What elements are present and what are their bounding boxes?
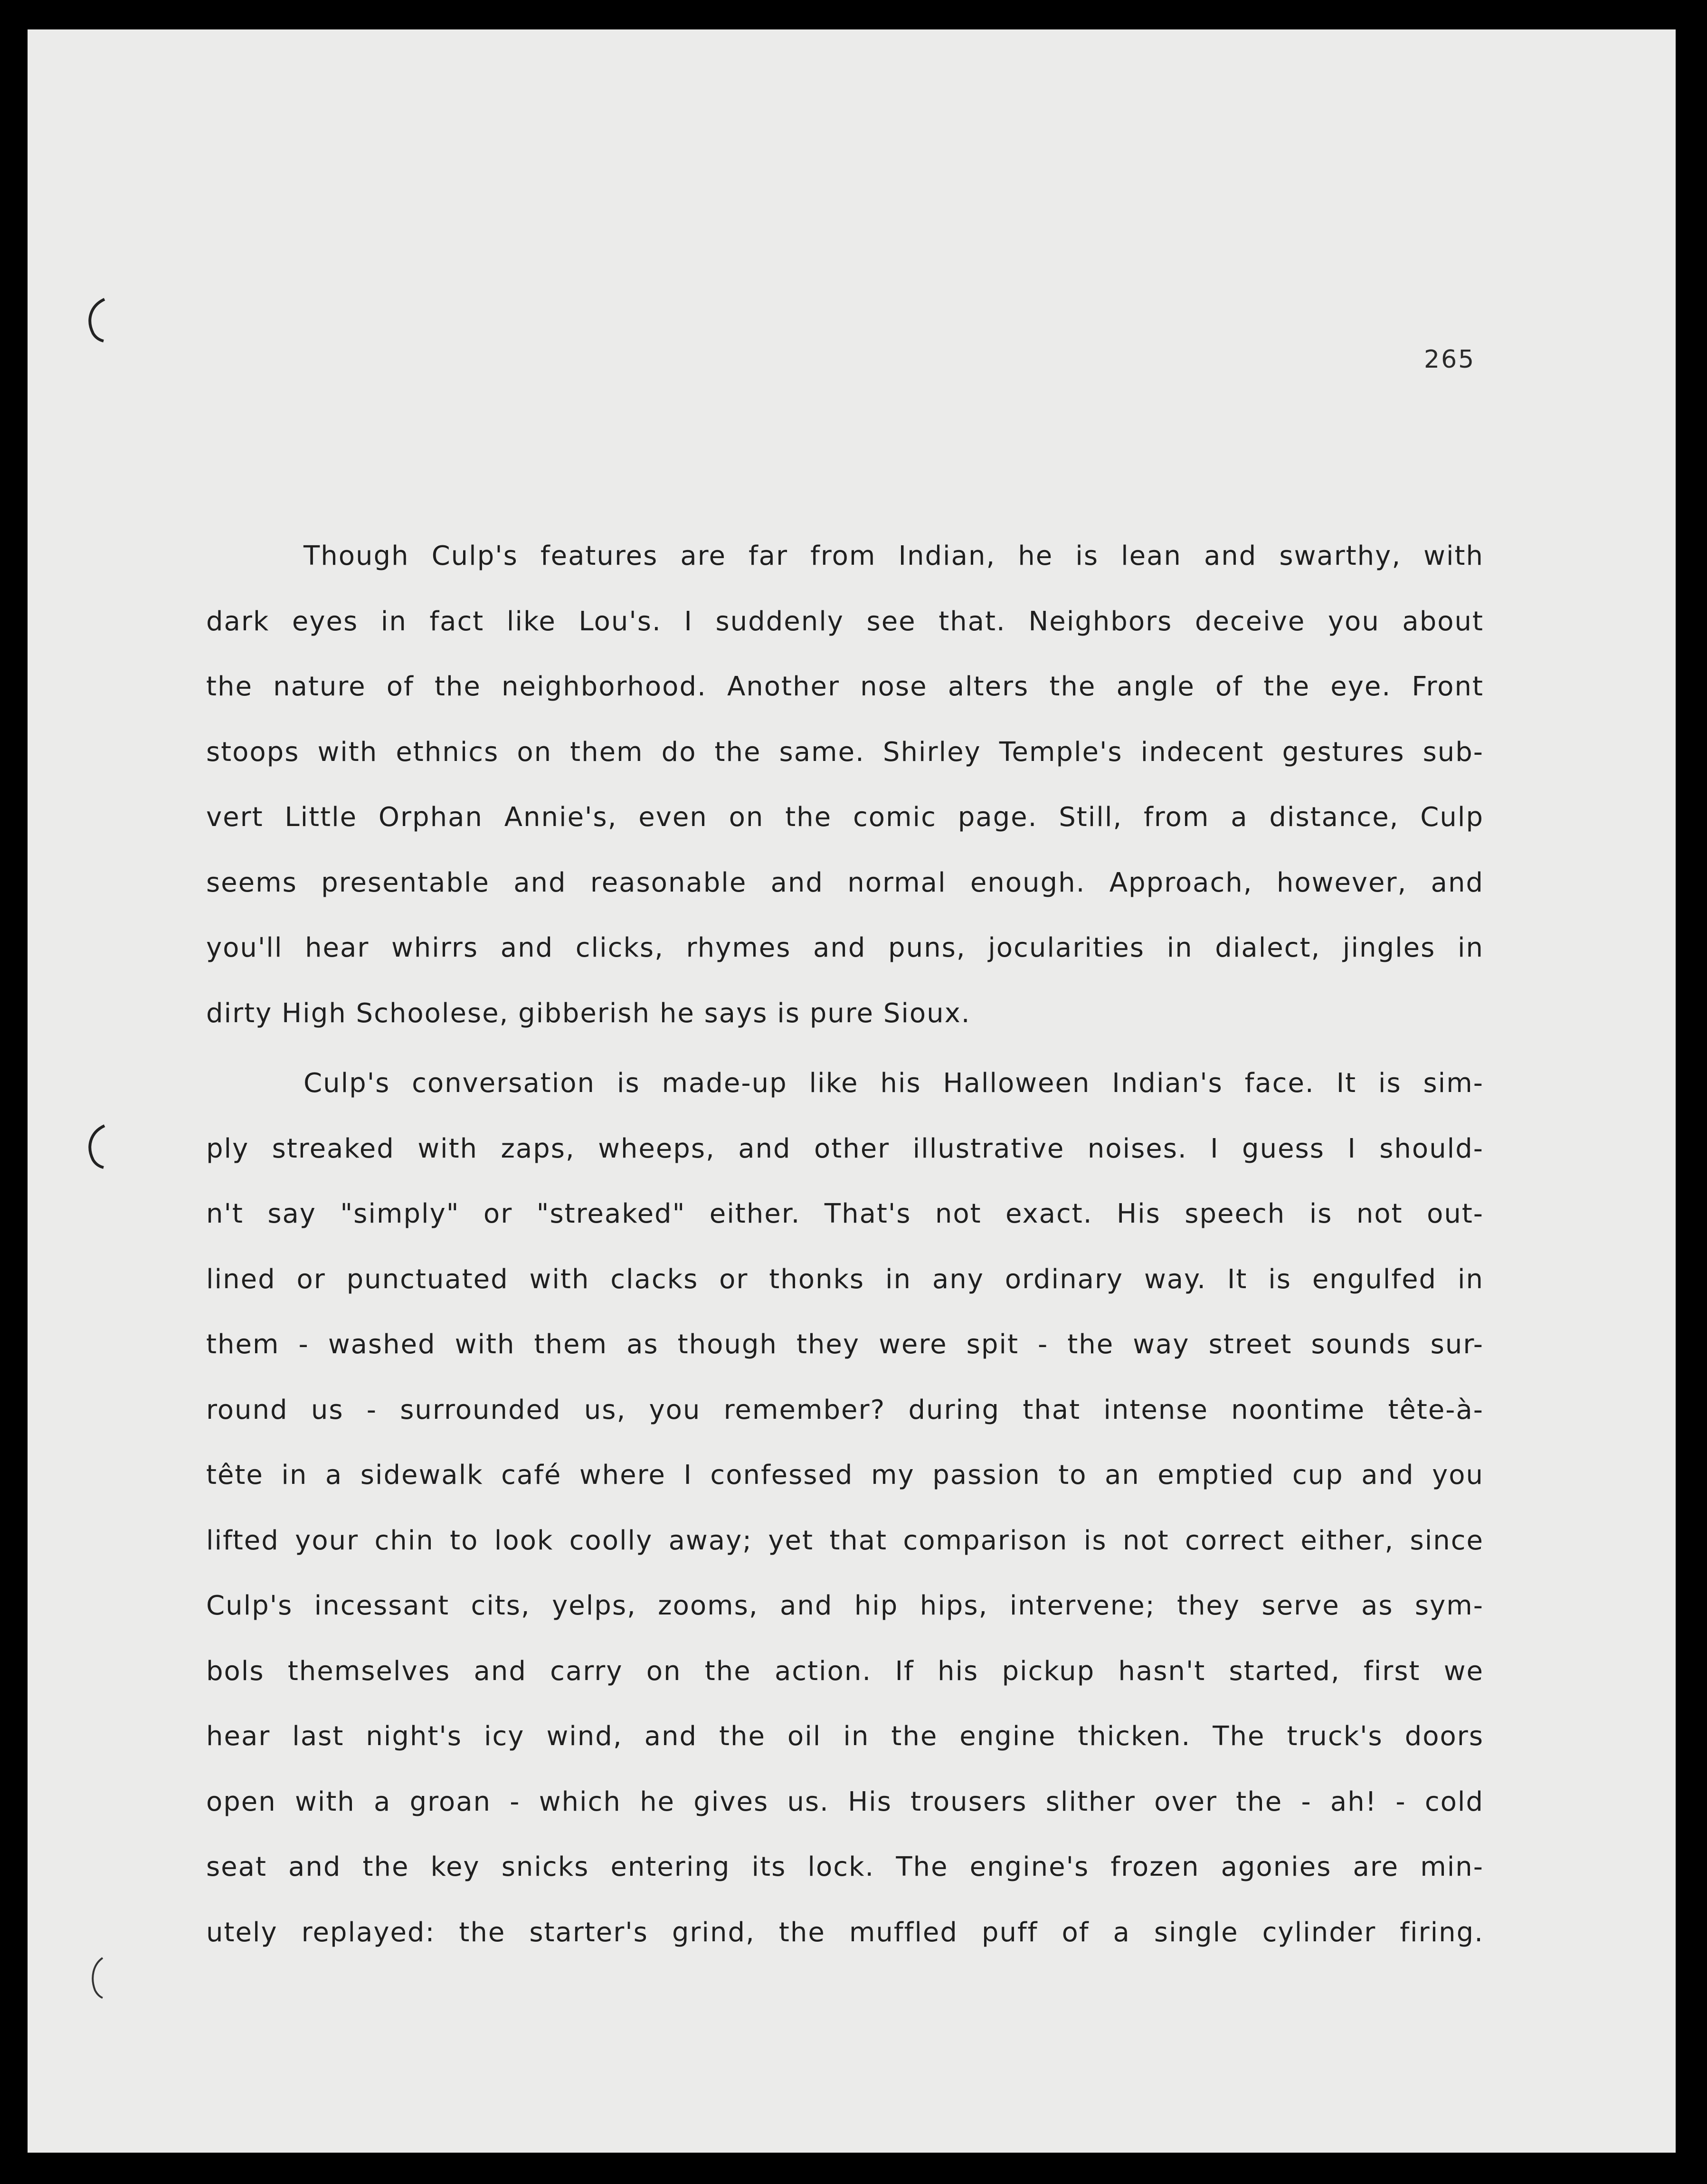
text-line: you'll hear whirrs and clicks, rhymes and puns, jocularities in dialect, jingles in bbox=[206, 932, 1484, 963]
binder-hole-mark-icon bbox=[84, 1953, 109, 2001]
document-page bbox=[28, 29, 1676, 2153]
text-line: lined or punctuated with clacks or thonks in any ordinary way. It is engulfed in bbox=[206, 1263, 1484, 1295]
text-line: hear last night's icy wind, and the oil in the engine thicken. The truck's doors bbox=[206, 1721, 1484, 1752]
text-line: seat and the key snicks entering its lock. The engine's frozen agonies are min- bbox=[206, 1852, 1484, 1882]
paragraph-1 bbox=[206, 523, 1484, 1046]
text-line: ply streaked with zaps, wheeps, and other illustrative noises. I guess I should- bbox=[206, 1133, 1484, 1164]
text-line: tête in a sidewalk café where I confessed my passion to an emptied cup and you bbox=[206, 1460, 1484, 1491]
text-line: stoops with ethnics on them do the same. Shirley Temple's indecent gestures sub- bbox=[206, 736, 1484, 768]
binder-hole-mark-icon bbox=[84, 1122, 109, 1169]
text-line: dirty High Schoolese, gibberish he says is pure Sioux. bbox=[206, 997, 971, 1029]
text-line: n't say "simply" or "streaked" either. That's not exact. His speech is not out- bbox=[206, 1198, 1484, 1229]
text-line: Culp's conversation is made-up like his Halloween Indian's face. It is sim- bbox=[303, 1068, 1484, 1099]
text-line: Though Culp's features are far from Indian, he is lean and swarthy, with bbox=[303, 541, 1484, 571]
binder-hole-mark-icon bbox=[84, 295, 109, 343]
page-number: 265 bbox=[1424, 345, 1476, 374]
text-line: the nature of the neighborhood. Another nose alters the angle of the eye. Front bbox=[206, 671, 1484, 702]
text-line: them - washed with them as though they were spit - the way street sounds sur- bbox=[206, 1329, 1484, 1360]
text-line: vert Little Orphan Annie's, even on the comic page. Still, from a distance, Culp bbox=[206, 802, 1484, 833]
text-line: bols themselves and carry on the action. If his pickup hasn't started, first we bbox=[206, 1655, 1484, 1687]
text-line: utely replayed: the starter's grind, the muffled puff of a single cylinder firing. bbox=[206, 1917, 1484, 1948]
body-text bbox=[206, 523, 1484, 1948]
text-line: Culp's incessant cits, yelps, zooms, and hip hips, intervene; they serve as sym- bbox=[206, 1590, 1484, 1621]
text-line: lifted your chin to look coolly away; yet that comparison is not correct either, since bbox=[206, 1525, 1484, 1556]
text-line: open with a groan - which he gives us. His trousers slither over the - ah! - cold bbox=[206, 1786, 1484, 1817]
paragraph-2 bbox=[206, 1051, 1484, 1965]
text-line: seems presentable and reasonable and normal enough. Approach, however, and bbox=[206, 867, 1484, 898]
text-line: dark eyes in fact like Lou's. I suddenly see that. Neighbors deceive you about bbox=[206, 606, 1484, 637]
text-line: round us - surrounded us, you remember? during that intense noontime tête-à- bbox=[206, 1394, 1484, 1425]
